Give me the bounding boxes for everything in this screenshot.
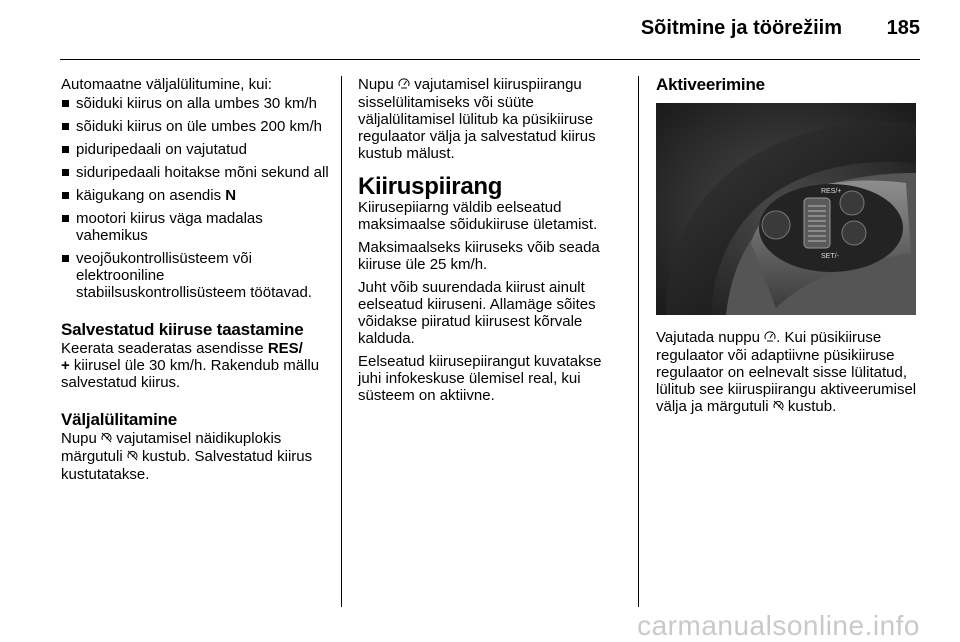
wheel-res-label: RES/+ [821,188,842,195]
list-item: sõiduki kiirus on alla umbes 30 km/h [76,95,331,112]
list-item: mootori kiirus väga madalas vahemikus [76,210,331,244]
auto-off-list [61,95,331,301]
restore-paragraph [61,340,331,391]
limiter-p2: Maksimaalseks kiiruseks võib seada kiiruse üle 25 km/h. [358,239,600,273]
activation-text-b: . Kui püsikiiruse regulaator või adaptiivne püsikiiruse regulaator on eelnevalt sisse lülitatud, lülitub see kiiruspiirangu aktiveerumisel välja ja märgutuli [656,329,917,415]
steering-wheel-image [656,103,916,315]
list-item: siduripedaali hoitakse mõni sekund all [76,164,331,181]
limiter-p3: Juht võib suurendada kiirust ainult eelseatud kiiruseni. Allamäge sõites võidakse piiratud kiirusest kõrvale kalduda. [358,279,596,347]
gear-neutral-label: N [225,187,237,204]
off-text-a: Nupu [61,430,102,447]
list-item [76,187,331,204]
limiter-off-paragraph [358,76,626,162]
plus-label: + [61,357,70,374]
off-text-b: vajutamisel näidikuplokis märgutuli [61,430,282,465]
list-item: veojõukontrollisüsteem või elektrooniline stabiilsuskontrollisüsteem töötavad. [76,250,331,301]
cruise-off-icon [773,400,784,414]
intro-text-b: vajutamisel kiiruspiirangu sisselülitamiseks või süüte väljalülitamisel lülitub ka püsikiiruse regulaator välja ja salvestatud kiirus kustub mälust. [358,76,596,162]
auto-off-intro: Automaatne väljalülitumine, kui: [61,76,272,93]
restore-text-a: Keerata seaderatas asendisse [61,340,268,357]
heading-activation: Aktiveerimine [656,75,765,94]
column-divider-1 [341,76,342,607]
column-2 [358,76,626,410]
column-3 [656,76,924,422]
page-number: 185 [886,17,920,39]
cruise-off-icon [127,450,138,464]
heading-off: Väljalülitamine [61,410,178,429]
watermark: carmanualsonline.info [637,610,920,641]
speed-limiter-icon [398,78,410,92]
activation-text-a: Vajutada nuppu [656,329,765,346]
heading-restore: Salvestatud kiiruse taastamine [61,320,304,339]
off-text-c: kustub. Salvestatud kiirus kustutatakse. [61,448,313,483]
speed-limiter-icon [764,331,776,345]
activation-text-c: kustub. [783,398,837,415]
intro-text-a: Nupu [358,76,399,93]
wheel-set-label: SET/- [821,253,839,260]
res-label: RES/ [267,340,303,357]
list-item: piduripedaali on vajutatud [76,141,331,158]
cruise-off-icon [101,432,112,446]
list-item: sõiduki kiirus on üle umbes 200 km/h [76,118,331,135]
list-item-text: käigukang on asendis [76,187,226,204]
column-divider-2 [638,76,639,607]
column-1 [61,76,331,489]
page-title: Sõitmine ja töörežiim [640,17,842,39]
header-rule [60,59,920,60]
heading-limiter: Kiiruspiirang [358,173,503,200]
off-paragraph [61,430,331,483]
limiter-p4: Eelseatud kiirusepiirangut kuvatakse juhi infokeskuse ülemisel real, kui süsteem on aktiivne. [358,353,602,404]
activation-paragraph [656,329,924,416]
restore-text-b: kiirusel üle 30 km/h. Rakendub mällu salvestatud kiirus. [61,357,320,391]
limiter-p1: Kiirusepiiarng väldib eelseatud maksimaalse sõidukiiruse ületamist. [358,199,598,233]
